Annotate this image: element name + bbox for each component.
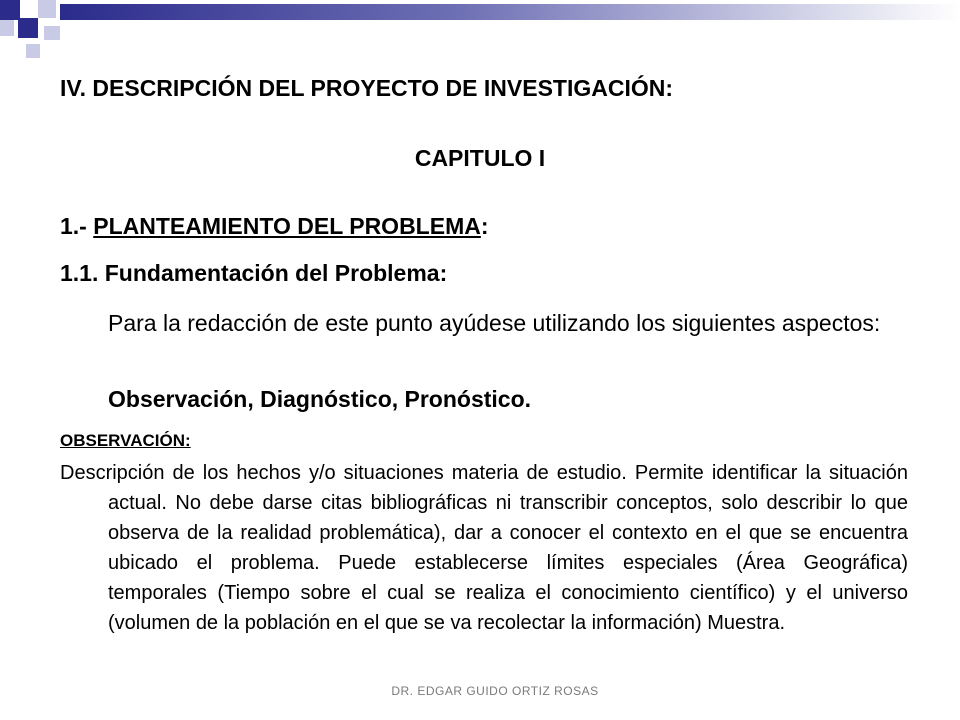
decorative-square <box>44 26 60 40</box>
section-title: PLANTEAMIENTO DEL PROBLEMA <box>93 213 481 239</box>
footer-author: DR. EDGAR GUIDO ORTIZ ROSAS <box>391 684 599 698</box>
section-suffix: : <box>480 213 489 239</box>
decorative-gradient-bar <box>60 4 960 20</box>
aspects-line: Observación, Diagnóstico, Pronóstico. <box>108 386 532 412</box>
decorative-square <box>0 20 14 36</box>
section-heading-planteamiento <box>60 213 489 240</box>
observacion-title: OBSERVACIÓN: <box>60 431 191 450</box>
subsection-heading-fundamentacion: 1.1. Fundamentación del Problema: <box>60 260 448 286</box>
decorative-square <box>18 18 38 38</box>
chapter-heading: CAPITULO I <box>414 145 546 171</box>
decorative-square <box>0 0 20 20</box>
decorative-header <box>0 0 960 60</box>
section-number: 1.- <box>60 213 94 239</box>
decorative-square <box>26 44 40 58</box>
observacion-body: Descripción de los hechos y/o situaciones materia de estudio. Permite identificar la situación actual. No debe darse citas bibliográficas ni transcribir conceptos, solo describir lo que observa de la realidad problemática), dar a conocer el contexto en el que se encuentra ubicado el problema. Puede establecerse límites especiales (Área Geográfica) temporales (Tiempo sobre el cual se realiza el conocimiento científico) y el universo (volumen de la población en el que se va recolectar la información) Muestra. <box>60 462 908 634</box>
main-heading: IV. DESCRIPCIÓN DEL PROYECTO DE INVESTIGACIÓN: <box>60 75 674 101</box>
decorative-square <box>38 0 56 18</box>
intro-paragraph: Para la redacción de este punto ayúdese utilizando los siguientes aspectos: <box>108 310 881 336</box>
